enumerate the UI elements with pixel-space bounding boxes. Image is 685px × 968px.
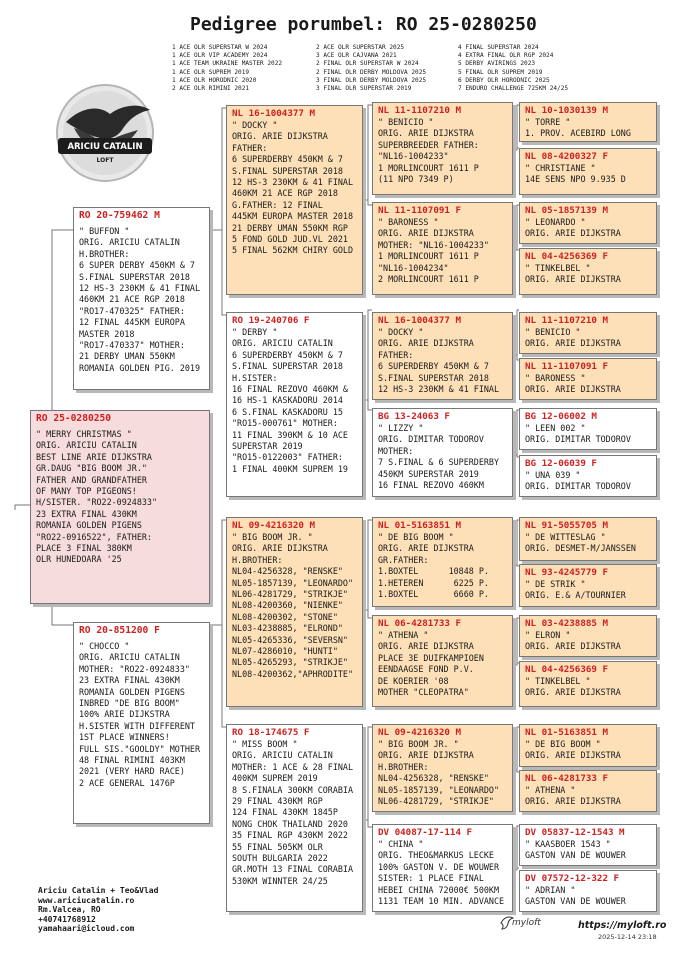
info-line: H.BROTHER: [378,761,429,772]
info-line: ORIG. ARIE DIJKSTRA [232,131,328,142]
pigeon-sire-dam[interactable] [226,312,363,497]
info-line: ROMANIA GOLDEN PIGENS [36,520,142,531]
info-line: " CHOCCO " [79,641,130,651]
pigeon-ggp-8[interactable] [372,824,513,912]
info-line: " MERRY CHRISTMAS " [36,429,132,439]
info-line: ORIG. ARIE DIJKSTRA [378,750,474,761]
ring-number: NL 16-1004377 M [232,108,315,119]
info-line: H.SISTER: [232,372,278,383]
ring-number: RO 20-759462 M [79,210,160,221]
contact-website[interactable]: www.ariciucatalin.ro [38,895,135,905]
info-line: " ATHENA " [378,630,429,640]
ring-number: DV 07572-12-322 F [525,873,620,884]
ring-number: NL 06-4281733 F [525,773,608,784]
info-line: 48 FINAL RIMINI 403KM [79,755,185,766]
info-line: ROMANIA GOLDEN PIGENS [79,686,185,697]
info-line: " ATHENA " [525,785,576,795]
ring-number: NL 05-1857139 M [525,205,608,216]
info-line: 1 MORLINCOURT 1611 P [378,162,479,173]
ring-number: NL 10-1030139 M [525,105,608,116]
info-line: " UNA 039 " [525,470,581,480]
info-line: OF MANY TOP PIGEONS! [36,486,137,497]
info-line: 1.HETEREN 6225 P. [378,577,489,588]
info-line: 16 FINAL REZOVO 460KM [378,480,484,491]
achievement: 1 ACE OLR VIP ACADEMY 2024 [172,52,268,60]
pigeon-gggp-1[interactable] [519,102,657,142]
info-line: (11 NPO 7349 P) [378,174,454,185]
info-line: FATHER AND GRANDFATHER [36,474,147,485]
ring-number: DV 04087-17-114 F [378,827,473,838]
info-line: 12 HS-3 230KM & 41 FINAL [79,283,201,294]
info-line: " BUFFON " [79,226,130,236]
achievement: 2 ACE OLR SUPERSTAR 2025 [316,44,405,51]
info-line: 124 FINAL 430KM 1845P [232,807,338,818]
info-line: 14E SENS NPO 9.935 D [525,174,626,185]
ring-number: DV 05837-12-1543 M [525,827,625,838]
info-line: ORIG. ARIE DIJKSTRA [232,543,328,554]
info-line: NL03-4238885, "ELROND" [232,623,343,634]
info-line: ORIG. ARIE DIJKSTRA [525,384,621,395]
info-line: ORIG. ARICIU CATALIN [232,338,333,349]
info-line: NL08-4200360, "NIENKE" [232,600,343,611]
info-line: " LEONARDO " [525,217,586,227]
info-line: NONG CHOK THAILAND 2020 [232,818,348,829]
pigeon-gggp-15[interactable] [519,824,657,866]
achievement: 4 EXTRA FINAL OLR RGP 2024 [458,52,554,60]
ring-number: NL 09-4216320 M [232,520,315,531]
info-line: NL05-1857139, "LEONARDO" [378,784,500,795]
info-line: "RO22-0916522", FATHER: [36,531,152,542]
info-line: " LEEN 002 " [525,423,586,433]
info-line: H.SISTER WITH DIFFERENT [79,720,195,731]
info-line: 450KM SUPERSTAR 2019 [378,468,479,479]
info-line: 16 HS-1 KASKADORU 2014 [232,395,343,406]
info-line: " CHRISTIANE " [525,163,596,173]
achievement: 1 ACE OLR SUPREM 2019 [172,68,250,76]
info-line: 21 DERBY UMAN 550KM RGP [232,222,348,233]
info-line: 23 EXTRA FINAL 430KM [36,508,137,519]
info-line: ORIG. ARIE DIJKSTRA [378,641,474,652]
info-line: ORIG. ARIE DIJKSTRA [525,228,621,239]
info-line: GR.FATHER: [378,554,429,565]
info-line: ORIG. DIMITAR TODOROV [378,434,484,445]
info-line: " DOCKY " [232,120,278,130]
pigeon-ggp-3[interactable] [372,312,513,400]
ring-number: NL 01-5163851 M [525,727,608,738]
ring-number: NL 04-4256369 F [525,664,608,675]
info-line: SISTER: 1 PLACE FINAL [378,873,484,884]
info-line: 7 S.FINAL & 6 SUPERDERBY [378,457,500,468]
pigeon-gggp-12[interactable] [519,661,657,707]
achievement: 2 ACE OLR RIMINI 2021 [172,84,250,92]
info-line: DE KOERIER '08 [378,675,449,686]
info-line: S.FINAL SUPERSTAR 2018 [378,372,489,383]
ring-number: NL 09-4216320 M [378,727,461,738]
info-line: ORIG. DIMITAR TODOROV [525,434,631,445]
info-line: SUPERBREEDER FATHER: [378,139,479,150]
info-line: ORIG. E.& A/TOURNIER [525,590,626,601]
info-line: FATHER: [378,349,414,360]
info-line: 1 MORLINCOURT 1611 P [378,251,479,262]
info-line: ORIG. ARIE DIJKSTRA [525,687,621,698]
info-line: H.BROTHER: [79,248,130,259]
pigeon-gggp-16[interactable] [519,870,657,912]
footer-url[interactable]: https://myloft.ro [578,920,667,931]
info-line: NL04-4256328, "RENSKE" [232,566,343,577]
info-line: 1. PROV. ACEBIRD LONG [525,128,631,139]
info-line: ORIG. DESMET-M/JANSSEN [525,543,636,554]
info-line: FULL SIS."GOOLDY" MOTHER [79,743,201,754]
contact-location: Rm.Valcea, RO [38,905,101,915]
info-line: 12 HS-3 230KM & 41 FINAL [378,384,500,395]
contact-name: Ariciu Catalin + Teo&Vlad [38,886,159,895]
pigeon-dam[interactable] [73,622,210,824]
pigeon-ggp-5[interactable] [372,517,513,607]
info-line: " DE STRIK " [525,579,586,589]
info-line: G.FATHER: 12 FINAL [232,199,323,210]
pigeon-ggp-4[interactable] [372,408,513,497]
info-line: BEST LINE ARIE DIJKSTRA [36,451,152,462]
info-line: 21 DERBY UMAN 550KM [79,351,175,362]
achievements-col2 [316,44,426,93]
info-line: 445KM EUROPA MASTER 2018 [232,211,354,222]
pigeon-sire-sire[interactable] [226,105,363,295]
info-line: 400KM SUPREM 2019 [232,773,318,784]
achievement: 5 DERBY AVIRINGS 2023 [458,60,536,68]
info-line: S.FINAL SUPERSTAR 2018 [232,165,343,176]
pigeon-dam-dam[interactable] [226,724,363,912]
ring-number: NL 06-4281733 F [378,618,461,629]
logo-text: ARICIU CATALIN [67,142,143,152]
info-line: PLACE 3E DUIFKAMPIOEN [378,652,484,663]
info-line: NL05-1857139, "LEONARDO" [232,577,354,588]
info-line: 1.BOXTEL 6660 P. [378,589,489,600]
pigeon-gggp-8[interactable] [519,455,657,497]
info-line: "RO15-0122003" FATHER: [232,452,343,463]
info-line: ORIG. ARIE DIJKSTRA [525,796,621,807]
info-line: 5 FOND GOLD JUD.VL 2021 [232,234,348,245]
info-line: " BENICIO " [525,327,581,337]
info-line: SOUTH BULGARIA 2022 [232,853,328,864]
ring-number: NL 04-4256369 F [525,251,608,262]
pigeon-ggp-1[interactable] [372,102,513,195]
page-title: Pedigree porumbel: RO 25-0280250 [190,14,537,35]
info-line: ORIG. ARIE DIJKSTRA [525,338,621,349]
info-line: ORIG. ARICIU CATALIN [79,237,180,248]
info-line: " DERBY " [232,327,278,337]
info-line: 6 SUPERDERBY 450KM & 7 [232,349,343,360]
achievement: 3 ACE OLR CAJVANA 2021 [316,52,397,60]
achievement: 3 FINAL OLR DERBY MOLDOVA 2025 [316,76,427,84]
info-line: NL08-4200362,"APHRODITE" [232,668,354,679]
info-line: " BENICIO " [378,117,434,127]
ring-number: NL 11-1107091 F [378,205,461,216]
achievement: 3 FINAL OLR SUPERSTAR 2019 [316,84,412,92]
achievement: 7 ENDURO CHALLENGE 725KM 24/25 [458,84,569,92]
ring-number: RO 19-240706 F [232,315,310,326]
info-line: " ADRIAN " [525,885,576,895]
ring-number: RO 20-851200 F [79,625,160,636]
info-line: 1 FINAL 400KM SUPREM 19 [232,463,348,474]
info-line: ORIG. ARIE DIJKSTRA [525,274,621,285]
info-line: EENDAAGSE FOND P.V. [378,664,474,675]
info-line: 530KM WINNTER 24/25 [232,875,328,886]
ring-number: BG 12-06039 F [525,458,597,469]
achievement: 1 ACE OLR SUPERSTAR W 2024 [172,44,268,51]
ring-number: NL 08-4200327 F [525,151,608,162]
info-line: 29 FINAL 430KM RGP [232,796,323,807]
ring-number: RO 25-0280250 [36,413,112,424]
ring-number: RO 18-174675 F [232,727,310,738]
pigeon-gggp-6[interactable] [519,358,657,400]
pigeon-ggp-7[interactable] [372,724,513,812]
ring-number: BG 12-06002 M [525,411,597,422]
info-line: H/SISTER. "RO22-0924833" [36,497,158,508]
info-line: NL06-4281729, "STRIKJE" [232,589,348,600]
info-line: 2 MORLINCOURT 1611 P [378,274,479,285]
info-line: 6 S.FINAL KASKADORU 15 [232,406,343,417]
ring-number: NL 01-5163851 M [378,520,461,531]
info-line: INBRED "DE BIG BOOM" [79,698,180,709]
info-line: ROMANIA GOLDEN PIG. 2019 [79,362,201,373]
info-line: "RO17-470337" MOTHER: [79,340,185,351]
info-line: " CHINA " [378,839,424,849]
ring-number: BG 13-24063 F [378,411,450,422]
ring-number: NL 11-1107091 F [525,361,608,372]
achievement: 2 FINAL OLR SUPERSTAR W 2024 [316,60,419,68]
info-line: 12 FINAL 445KM EUROPA [79,317,185,328]
info-line: " KAASBOER 1543 " [525,839,611,849]
ring-number: NL 03-4238885 M [525,618,608,629]
info-line: " TINKELBEL " [525,676,591,686]
info-line: ORIG. ARICIU CATALIN [36,440,137,451]
info-line: " ELRON " [525,630,571,640]
info-line: " TINKELBEL " [525,263,591,273]
info-line: MOTHER: "RO22-0924833" [79,663,190,674]
info-line: "RO15-000761" MOTHER: [232,418,338,429]
info-line: 100% GASTON V. DE WOUWER [378,861,500,872]
info-line: 11 FINAL 390KM & 10 ACE [232,429,348,440]
info-line: " DE BIG BOOM " [525,739,601,749]
achievement: 5 FINAL OLR SUPREM 2019 [458,68,543,76]
info-line: 6 SUPERDERBY 450KM & 7 [378,361,489,372]
info-line: MASTER 2018 [79,328,135,339]
pigeon-sire[interactable] [73,207,210,390]
info-line: 2 ACE GENERAL 1476P [79,777,175,788]
info-line: GR.DAUG "BIG BOOM JR." [36,463,147,474]
contact-phone[interactable]: +40741768912 [38,914,96,924]
info-line: NL08-4200302, "STONE" [232,611,338,622]
info-line: FATHER: [232,142,268,153]
info-line: H.BROTHER: [232,554,283,565]
contact-email[interactable]: yamahaari@icloud.com [38,924,135,934]
pigeon-gggp-2[interactable] [519,148,657,195]
info-line: " BIG BOOM JR. " [378,739,459,749]
info-line: " DOCKY " [378,327,424,337]
info-line: S.FINAL SUPERSTAR 2018 [232,361,343,372]
info-line: S.FINAL SUPERSTAR 2018 [79,271,190,282]
info-line: PLACE 3 FINAL 380KM [36,543,132,554]
pigeon-gggp-14[interactable] [519,770,657,812]
info-line: " MISS BOOM " [232,739,298,749]
pigeon-ggp-2[interactable] [372,202,513,295]
info-line: OLR HUNEDOARA '25 [36,554,122,565]
pigeon-ggp-6[interactable] [372,615,513,707]
pigeon-gggp-3[interactable] [519,202,657,244]
info-line: 1.BOXTEL 10848 P. [378,566,489,577]
info-line: ORIG. ARIE DIJKSTRA [525,641,621,652]
pigeon-gggp-10[interactable] [519,564,657,607]
info-line: 35 FINAL RGP 430KM 2022 [232,830,348,841]
info-line: 23 EXTRA FINAL 430KM [79,675,180,686]
info-line: 1ST PLACE WINNERS! [79,732,170,743]
info-line: HEBEI CHINA 72000€ 500KM [378,884,500,895]
info-line: " BARONESS " [525,373,586,383]
info-line: NL05-4265336, "SEVERSN" [232,634,348,645]
achievement: 6 DERBY OLR HORODNIC 2025 [458,76,550,84]
achievement: 1 ACE TEAM UKRAINE MASTER 2022 [172,60,283,68]
info-line: " BARONESS " [378,217,439,227]
loft-logo [46,80,164,186]
info-line: 5 FINAL 562KM CHIRY GOLD [232,245,354,256]
achievement: 1 ACE OLR HORODNIC 2020 [172,76,257,84]
info-line: "NL16-1004234" [378,262,449,273]
ring-number: NL 11-1107210 M [525,315,608,326]
info-line: MOTHER: "NL16-1004233" [378,239,489,250]
ring-number: NL 93-4245779 F [525,567,608,578]
info-line: ORIG. ARICIU CATALIN [79,652,180,663]
pigeon-gggp-5[interactable] [519,312,657,354]
info-line: NL07-4286010, "HUNTI" [232,646,338,657]
achievements-col3 [458,44,568,93]
ring-number: NL 16-1004377 M [378,315,461,326]
contact-block [38,886,158,934]
info-line: GR.MOTH 13 FINAL CORABIA [232,864,354,875]
info-line: 1131 TEAM 10 MIN. ADVANCE [378,896,505,907]
pigeon-gggp-9[interactable] [519,517,657,561]
info-line: ORIG. ARIE DIJKSTRA [378,543,474,554]
info-line: " DE BIG BOOM " [378,532,454,542]
info-line: " TORRE " [525,117,571,127]
info-line: MOTHER: [378,445,414,456]
ring-number: NL 11-1107210 M [378,105,461,116]
info-line: MOTHER: 1 ACE & 28 FINAL [232,761,354,772]
info-line: 100% ARIE DIJKSTRA [79,709,170,720]
info-line: 8 S.FINALA 300KM CORABIA [232,784,354,795]
info-line: ORIG. ARIE DIJKSTRA [378,228,474,239]
info-line: ORIG. ARIE DIJKSTRA [378,338,474,349]
info-line: ORIG. ARIE DIJKSTRA [378,128,474,139]
info-line: 2021 (VERY HARD RACE) [79,766,185,777]
info-line: 6 SUPER DERBY 450KM & 7 [79,260,195,271]
info-line: " DE WITTESLAG " [525,532,606,542]
info-line: 460KM 21 ACE RGP 2018 [232,188,338,199]
info-line: "RO17-470325" FATHER: [79,305,185,316]
info-line: ORIG. THEO&MARKUS LECKE [378,850,494,861]
pigeon-main[interactable] [30,410,210,604]
pigeon-gggp-11[interactable] [519,615,657,657]
info-line: " LIZZY " [378,423,424,433]
info-line: NL04-4256328, "RENSKE" [378,773,489,784]
info-line: MOTHER "CLEOPATRA" [378,687,469,698]
info-line: ORIG. ARIE DIJKSTRA [525,750,621,761]
info-line: 6 SUPERDERBY 450KM & 7 [232,154,343,165]
info-line: 16 FINAL REZOVO 460KM & [232,384,348,395]
info-line: SUPERSTAR 2019 [232,441,303,452]
info-line: ORIG. ARICIU CATALIN [232,750,333,761]
info-line: NL05-4265293, "STRIKJE" [232,657,348,668]
achievement: 2 FINAL OLR DERBY MOLDOVA 2025 [316,68,427,76]
pigeon-gggp-4[interactable] [519,248,657,295]
ring-number: NL 91-5055705 M [525,520,608,531]
info-line: 12 HS-3 230KM & 41 FINAL [232,177,354,188]
pigeon-dam-sire[interactable] [226,517,363,707]
info-line: NL06-4281729, "STRIKJE" [378,796,494,807]
achievements-col1 [172,44,282,93]
pigeon-gggp-7[interactable] [519,408,657,450]
info-line: " BIG BOOM JR. " [232,532,313,542]
info-line: GASTON VAN DE WOUWER [525,896,626,907]
brand-mark: myloft [512,918,541,928]
info-line: ORIG. DIMITAR TODOROV [525,481,631,492]
info-line: "NL16-1004233" [378,151,449,162]
logo-subtext: LOFT [96,157,114,164]
info-line: 460KM 21 ACE RGP 2018 [79,294,185,305]
print-date: 2025-12-14 23:18 [598,933,657,941]
pigeon-gggp-13[interactable] [519,724,657,767]
info-line: GASTON VAN DE WOUWER [525,850,626,861]
achievement: 4 FINAL SUPERSTAR 2024 [458,44,539,51]
info-line: 55 FINAL 505KM OLR [232,841,323,852]
